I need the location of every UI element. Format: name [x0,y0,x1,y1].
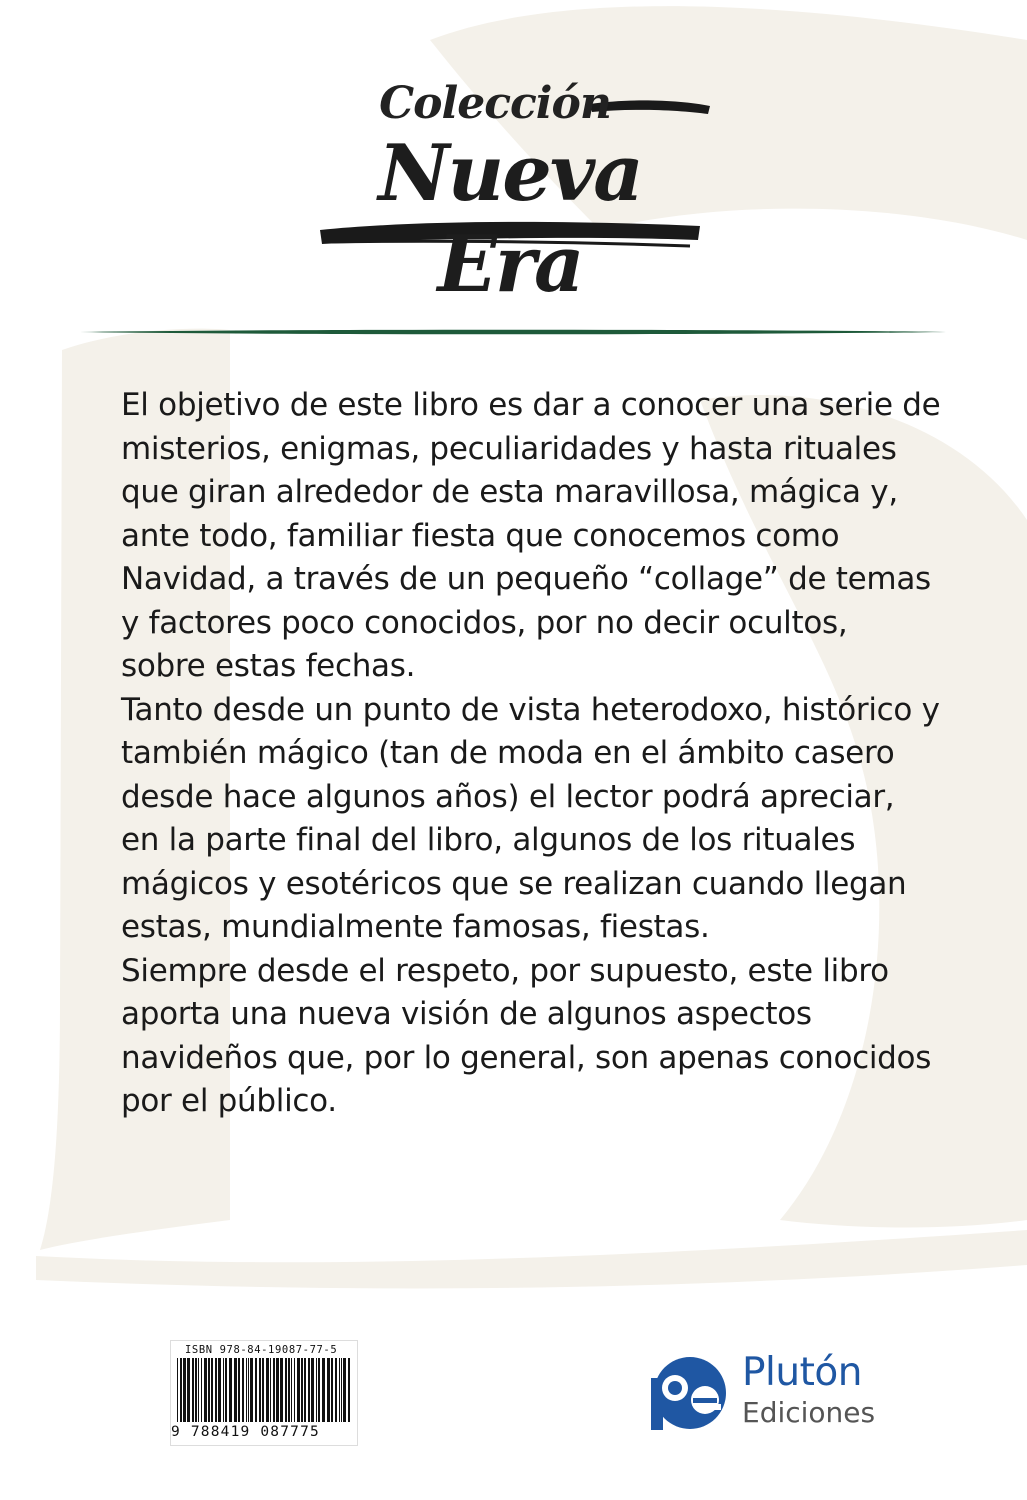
back-cover-blurb [121,384,941,1124]
series-title-line2: Nueva Era [378,128,642,310]
publisher-name: Plutón [742,1350,862,1395]
pe-monogram-icon [645,1348,735,1438]
section-divider [80,326,946,338]
blurb-paragraph: El objetivo de este libro es dar a conocer una serie de misterios, enigmas, peculiaridades y hasta rituales que giran alrededor de esta maravillosa, mágica y, ante todo, familiar fiesta que conocemos como Navidad, a través de un pequeño “collage” de temas y factores poco conocidos, por no decir ocultos, sobre estas fechas. [121,387,941,684]
barcode-digits: 9 788419 087775 [171,1424,320,1440]
series-title-line1: Colección [379,78,611,129]
isbn-barcode [170,1340,358,1446]
blurb-paragraph: Tanto desde un punto de vista heterodoxo, histórico y también mágico (tan de moda en el ámbito casero desde hace algunos años) el lector podrá apreciar, en la parte final del libro, algunos de los rituales mágicos y esotéricos que se realizan cuando llegan estas, mundialmente famosas, fiestas. [121,691,940,945]
blurb-paragraph: Siempre desde el respeto, por supuesto, este libro aporta una nueva visión de algunos aspectos navideños que, por lo general, son apenas conocidos por el público. [121,952,932,1119]
publisher-subtitle: Ediciones [742,1396,876,1429]
barcode-bars [175,1358,353,1422]
isbn-label: ISBN 978-84-19087-77-5 [185,1344,338,1356]
publisher-logo [645,1348,915,1438]
